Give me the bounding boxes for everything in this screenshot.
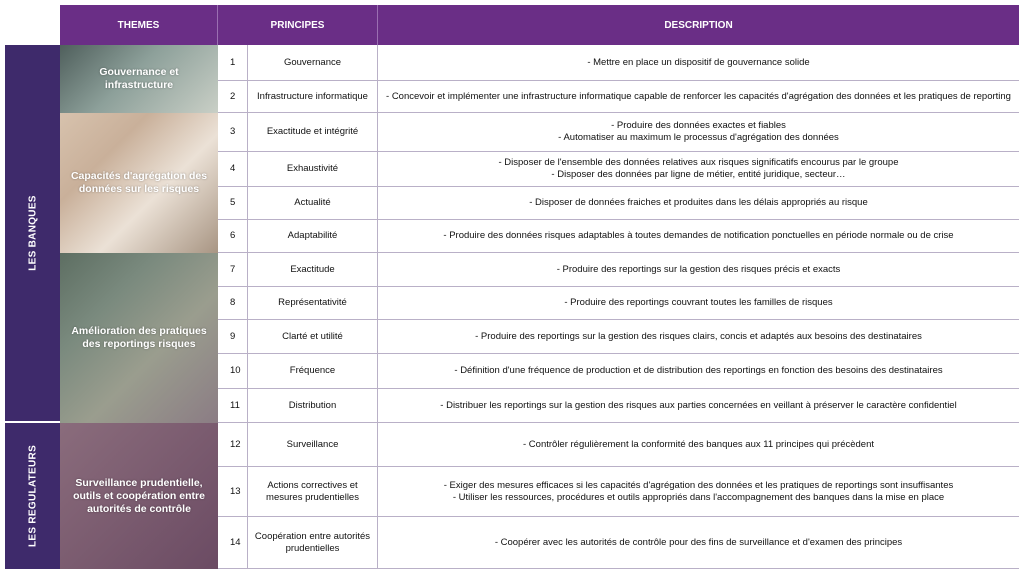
row-number: 9 [218,320,248,354]
row-number: 13 [218,467,248,517]
header-principes: PRINCIPES [218,5,378,45]
row-principe: Surveillance [248,423,378,467]
row-description [378,320,1019,354]
row-number: 11 [218,389,248,423]
description-line: - Disposer des données par ligne de métier, entité juridique, secteur… [551,169,846,180]
row-description [378,253,1019,287]
theme-agregation: Capacités d'agrégation des données sur les risques [60,113,218,253]
description-line: - Définition d'une fréquence de production et de distribution des reportings en fonction des besoins des destinataires [454,365,943,376]
row-principe: Exactitude [248,253,378,287]
row-number: 7 [218,253,248,287]
row-description [378,220,1019,253]
row-description [378,467,1019,517]
row-principe: Clarté et utilité [248,320,378,354]
row-number: 2 [218,81,248,113]
row-number: 10 [218,354,248,389]
row-number: 5 [218,187,248,220]
row-number: 8 [218,287,248,320]
row-description [378,389,1019,423]
side-label-banques-text: LES BANQUES [27,195,38,271]
row-principe: Exactitude et intégrité [248,113,378,152]
theme-reportings: Amélioration des pratiques des reportings risques [60,253,218,423]
description-line: - Exiger des mesures efficaces si les capacités d'agrégation des données et les pratiques de reportings sont insuffisantes [443,479,954,491]
description-line: - Utiliser les ressources, procédures et outils appropriés dans l'accompagnement des banques dans la mise en place [452,491,945,503]
row-principe: Gouvernance [248,45,378,81]
row-number: 6 [218,220,248,253]
row-principe: Actions correctives et mesures prudentielles [248,467,378,517]
row-principe: Infrastructure informatique [248,81,378,113]
description-line: - Disposer de l'ensemble des données relatives aux risques significatifs encourus par le groupe [498,157,899,168]
row-description [378,45,1019,81]
row-description [378,81,1019,113]
row-number: 4 [218,152,248,187]
row-principe: Représentativité [248,287,378,320]
row-principe: Actualité [248,187,378,220]
row-principe: Distribution [248,389,378,423]
theme-gouvernance: Gouvernance et infrastructure [60,45,218,113]
description-line: - Coopérer avec les autorités de contrôle pour des fins de surveillance et d'examen des principes [494,536,903,548]
row-principe: Adaptabilité [248,220,378,253]
row-principe: Fréquence [248,354,378,389]
side-label-regulateurs [5,423,60,569]
description-line: - Contrôler régulièrement la conformité des banques aux 11 principes qui précèdent [523,438,874,450]
description-line: - Distribuer les reportings sur la gestion des risques aux parties concernées en veillant à préserver le caractère confidentiel [440,399,957,411]
description-line: - Produire des reportings couvrant toutes les familles de risques [564,297,833,308]
side-label-regulateurs-text: LES REGULATEURS [27,444,38,548]
side-label-banques [5,45,60,421]
row-description [378,517,1019,569]
row-principe: Coopération entre autorités prudentielles [248,517,378,569]
row-number: 1 [218,45,248,81]
description-line: - Produire des reportings sur la gestion des risques clairs, concis et adaptés aux besoins des destinataires [475,330,922,342]
description-line: - Produire des données risques adaptables à toutes demandes de notification ponctuelles en période normale ou de crise [443,230,954,241]
row-description [378,113,1019,152]
header-description: DESCRIPTION [378,5,1019,45]
row-number: 3 [218,113,248,152]
description-line: - Produire des données exactes et fiables [611,120,786,131]
description-line: - Disposer de données fraiches et produites dans les délais appropriés au risque [529,197,868,208]
row-description [378,287,1019,320]
description-line: - Produire des reportings sur la gestion des risques précis et exacts [556,263,841,275]
row-description [378,423,1019,467]
row-description [378,152,1019,187]
theme-surveillance: Surveillance prudentielle, outils et coopération entre autorités de contrôle [60,423,218,569]
row-principe: Exhaustivité [248,152,378,187]
row-description [378,187,1019,220]
description-line: - Mettre en place un dispositif de gouvernance solide [587,56,810,68]
row-number: 14 [218,517,248,569]
row-number: 12 [218,423,248,467]
description-line: - Automatiser au maximum le processus d'agrégation des données [558,132,839,143]
header-themes: THEMES [60,5,218,45]
description-line: - Concevoir et implémenter une infrastructure informatique capable de renforcer les capacités d'agrégation des données et les pratiques de reporting [386,90,1011,102]
row-description [378,354,1019,389]
